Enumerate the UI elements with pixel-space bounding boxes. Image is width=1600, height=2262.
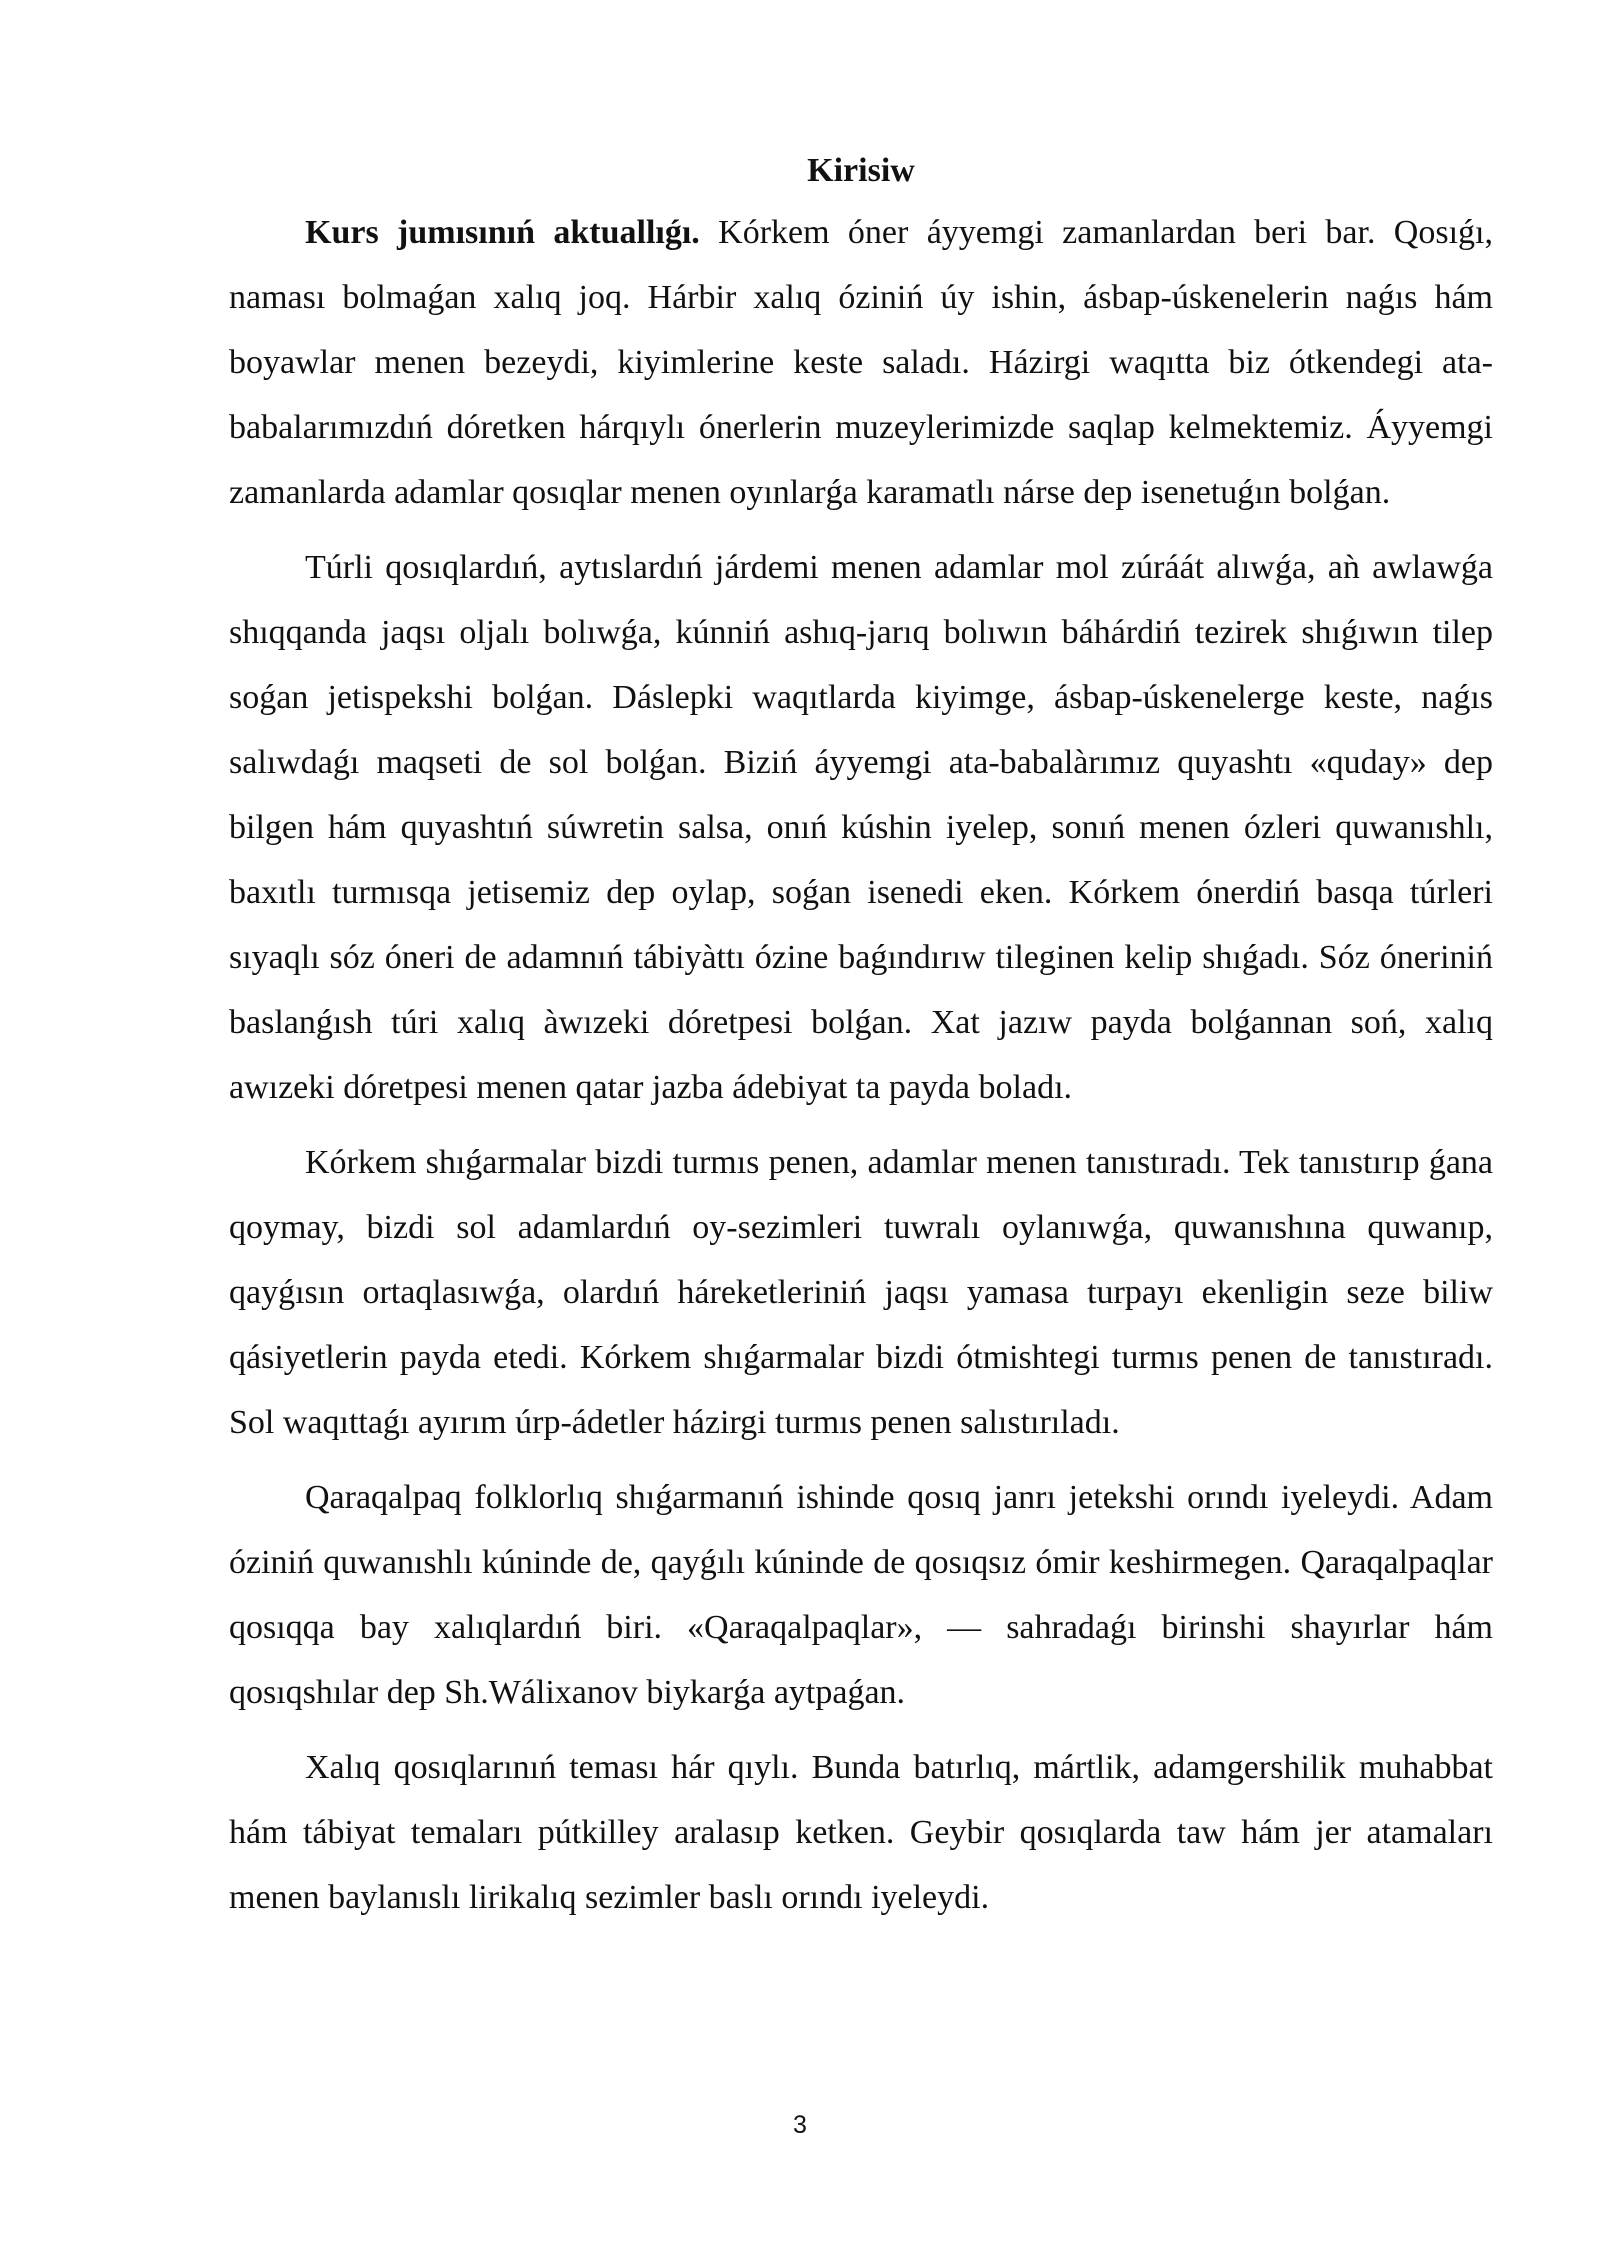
paragraph-3: Kórkem shıǵarmalar bizdi turmıs penen, adamlar menen tanıstıradı. Tek tanıstırıp ǵana qoymay, bizdi sol adamlardıń oy-sezimleri tuwralı oylanıwǵa, quwanıshına quwanıp, qayǵısın ortaqlasıwǵa, olardıń háreketleriniń jaqsı yamasa turpayı ekenligin seze biliw qásiyetlerin payda etedi. Kórkem shıǵarmalar bizdi ótmishtegi turmıs penen de tanıstıradı. Sol waqıttaǵı ayırım úrp-ádetler házirgi turmıs penen salıstırıladı.: [229, 1144, 1493, 1441]
paragraph-2: Túrli qosıqlardıń, aytıslardıń járdemi menen adamlar mol zúráát alıwǵa, aǹ awlawǵa shıqqanda jaqsı oljalı bolıwǵa, kúnniń ashıq-jarıq bolıwın báhárdiń tezirek shıǵıwın tilep soǵan jetispekshi bolǵan. Dáslepki waqıtlarda kiyimge, ásbap-úskenelerge keste, naǵıs salıwdaǵı maqseti de sol bolǵan. Biziń áyyemgi ata-babalàrımız quyashtı «quday» dep bilgen hám quyashtıń súwretin salsa, onıń kúshin iyelep, sonıń menen ózleri quwanıshlı, baxıtlı turmısqa jetisemiz dep oylap, soǵan isenedi eken. Kórkem ónerdiń basqa túrleri sıyaqlı sóz óneri de adamnıń tábiyàttı ózine baǵındırıw tileginen kelip shıǵadı. Sóz óneriniń baslanǵısh túri xalıq àwızeki dóretpesi bolǵan. Xat jazıw payda bolǵannan soń, xalıq awızeki dóretpesi menen qatar jazba ádebiyat ta payda boladı.: [229, 549, 1493, 1106]
paragraph-relevance: [229, 200, 1493, 525]
paragraph-4: Qaraqalpaq folklorlıq shıǵarmanıń ishinde qosıq janrı jetekshi orındı iyeleydi. Adam óziniń quwanıshlı kúninde de, qayǵılı kúninde de qosıqsız ómir keshirmegen. Qaraqalpaqlar qosıqqa bay xalıqlardıń biri. «Qaraqalpaqlar», — sahradaǵı birinshi shayırlar hám qosıqshılar dep Sh.Wálixanov biykarǵa aytpaǵan.: [229, 1479, 1493, 1711]
paragraph-heading-inline: Kurs jumısınıń aktuallıǵı.: [305, 214, 700, 251]
page-number: 3: [793, 2111, 807, 2139]
page-body: [229, 150, 1493, 1930]
paragraph-5: Xalıq qosıqlarınıń teması hár qıylı. Bunda batırlıq, mártlik, adamgershilik muhabbat hám tábiyat temaları pútkilley aralasıp ketken. Geybir qosıqlarda taw hám jer atamaları menen baylanıslı lirikalıq sezimler baslı orındı iyeleydi.: [229, 1749, 1493, 1916]
paragraph-text: Kórkem óner áyyemgi zamanlardan beri bar. Qosıǵı, naması bolmaǵan xalıq joq. Hárbir xalıq óziniń úy ishin, ásbap-úskenelerin naǵıs hám boyawlar menen bezeydi, kiyimlerine keste saladı. Házirgi waqıtta biz ótkendegi ata-babalarımızdıń dóretken hárqıylı ónerlerin muzeylerimizde saqlap kelmektemiz. Áyyemgi zamanlarda adamlar qosıqlar menen oyınlarǵa karamatlı nárse dep isenetuǵın bolǵan.: [229, 214, 1493, 511]
page-title: Kirisiw: [807, 152, 915, 189]
